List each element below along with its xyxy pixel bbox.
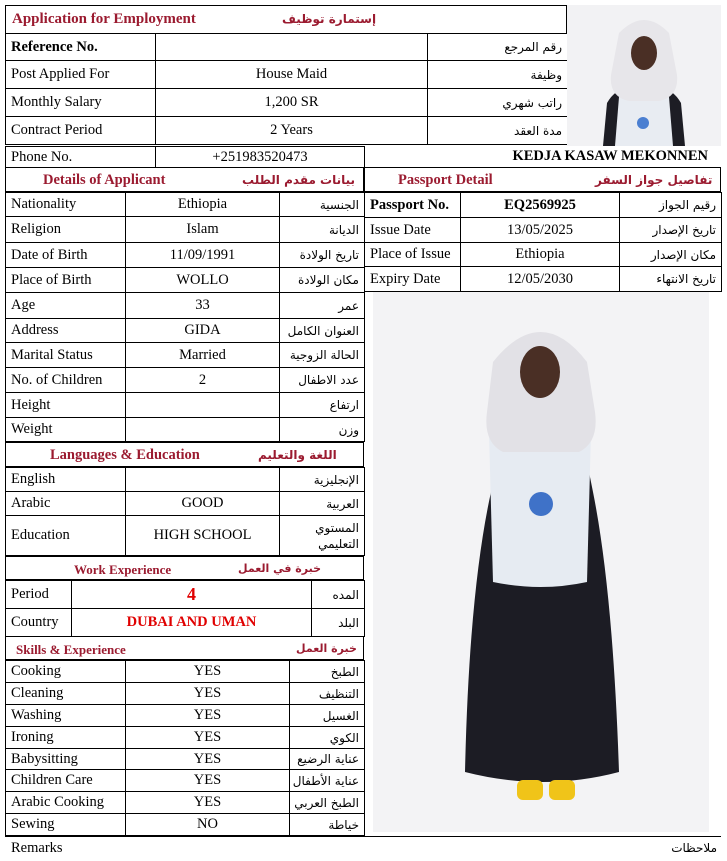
header-title-bar [5,5,567,34]
remarks-row [5,836,721,858]
period-value: 4 [72,581,312,609]
reference-label: Reference No. [6,34,156,61]
country-value: DUBAI AND UMAN [72,609,312,637]
height-value [126,393,280,418]
expiry-value: 12/05/2030 [461,267,620,292]
sewing-label: Sewing [6,814,126,836]
children-care-label-ar: عناية الأطفال [290,770,365,792]
post-label: Post Applied For [6,61,156,89]
reference-value [156,34,428,61]
place-issue-label: Place of Issue [365,243,461,267]
place-issue-label-ar: مكان الإصدار [620,243,722,267]
marital-label-ar: الحالة الزوجية [280,343,365,368]
form-title-ar: إستمارة توظيف [282,12,377,26]
english-label: English [6,468,126,492]
washing-value: YES [126,705,290,727]
ironing-label: Ironing [6,727,126,749]
arabic-cooking-label: Arabic Cooking [6,792,126,814]
skills-section-header [5,636,364,660]
issue-date-label: Issue Date [365,218,461,243]
address-label: Address [6,319,126,343]
salary-label-ar: راتب شهري [428,89,568,117]
religion-label: Religion [6,217,126,243]
education-label: Education [6,516,126,556]
salary-label: Monthly Salary [6,89,156,117]
work-section-header [5,556,364,580]
post-value: House Maid [156,61,428,89]
applicant-name: KEDJA KASAW MEKONNEN [512,148,708,164]
dob-label-ar: تاريخ الولادة [280,243,365,268]
skills-table [5,660,365,836]
cleaning-label: Cleaning [6,683,126,705]
passport-no-value: EQ2569925 [461,193,620,218]
children-label: No. of Children [6,368,126,393]
skills-title-ar: خبرة العمل [296,642,357,655]
contract-label: Contract Period [6,117,156,145]
age-label-ar: عمر [280,293,365,319]
skills-title-en: Skills & Experience [16,642,126,657]
languages-section-header [5,442,364,467]
header-table [5,33,568,145]
applicant-headshot [567,5,721,146]
period-label-ar: المده [312,581,365,609]
place-issue-value: Ethiopia [461,243,620,267]
cooking-value: YES [126,661,290,683]
washing-label-ar: الغسيل [290,705,365,727]
age-value: 33 [126,293,280,319]
weight-label: Weight [6,418,126,442]
address-label-ar: العنوان الكامل [280,319,365,343]
nationality-label-ar: الجنسية [280,193,365,217]
cooking-label: Cooking [6,661,126,683]
babysitting-label: Babysitting [6,749,126,770]
applicant-section-header [5,167,364,192]
education-label-ar: المستوي التعليمي [280,516,365,556]
weight-value [126,418,280,442]
country-label-ar: البلد [312,609,365,637]
english-label-ar: الإنجليزية [280,468,365,492]
work-title-ar: خبرة في العمل [238,562,322,575]
pob-label: Place of Birth [6,268,126,293]
passport-title-ar: تفاصيل جواز السفر [595,173,713,187]
arabic-label: Arabic [6,492,126,516]
children-value: 2 [126,368,280,393]
phone-value: +251983520473 [156,147,365,168]
washing-label: Washing [6,705,126,727]
sewing-label-ar: خياطة [290,814,365,836]
cleaning-value: YES [126,683,290,705]
cooking-label-ar: الطبخ [290,661,365,683]
age-label: Age [6,293,126,319]
arabic-cooking-label-ar: الطبخ العربي [290,792,365,814]
english-value [126,468,280,492]
country-label: Country [6,609,72,637]
height-label: Height [6,393,126,418]
marital-label: Marital Status [6,343,126,368]
pob-value: WOLLO [126,268,280,293]
period-label: Period [6,581,72,609]
passport-no-label-ar: رقيم الجواز [620,193,722,218]
contract-label-ar: مدة العقد [428,117,568,145]
applicant-table [5,192,365,442]
dob-value: 11/09/1991 [126,243,280,268]
weight-label-ar: وزن [280,418,365,442]
children-care-value: YES [126,770,290,792]
education-value: HIGH SCHOOL [126,516,280,556]
arabic-value: GOOD [126,492,280,516]
contract-value: 2 Years [156,117,428,145]
expiry-label-ar: تاريخ الانتهاء [620,267,722,292]
salary-value: 1,200 SR [156,89,428,117]
nationality-label: Nationality [6,193,126,217]
ironing-value: YES [126,727,290,749]
babysitting-label-ar: عناية الرضيع [290,749,365,770]
children-label-ar: عدد الاطفال [280,368,365,393]
height-label-ar: ارتفاع [280,393,365,418]
passport-table [364,192,722,292]
work-table [5,580,365,637]
passport-section-header [364,167,721,192]
issue-date-label-ar: تاريخ الإصدار [620,218,722,243]
arabic-cooking-value: YES [126,792,290,814]
languages-title-en: Languages & Education [50,447,200,463]
passport-title-en: Passport Detail [398,172,493,188]
remarks-label: Remarks [11,840,63,856]
babysitting-value: YES [126,749,290,770]
applicant-full-body-photo [373,292,709,832]
pob-label-ar: مكان الولادة [280,268,365,293]
address-value: GIDA [126,319,280,343]
reference-label-ar: رقم المرجع [428,34,568,61]
applicant-title-ar: بيانات مقدم الطلب [242,173,356,187]
religion-value: Islam [126,217,280,243]
applicant-title-en: Details of Applicant [43,172,166,188]
cleaning-label-ar: التنظيف [290,683,365,705]
marital-value: Married [126,343,280,368]
remarks-label-ar: ملاحظات [671,841,717,855]
work-title-en: Work Experience [74,562,172,577]
issue-date-value: 13/05/2025 [461,218,620,243]
headshot-figure [567,5,721,146]
languages-table [5,467,365,556]
sewing-value: NO [126,814,290,836]
phone-row [5,146,365,168]
full-body-figure [373,292,709,832]
expiry-label: Expiry Date [365,267,461,292]
post-label-ar: وظيفة [428,61,568,89]
phone-label: Phone No. [6,147,156,168]
passport-no-label: Passport No. [365,193,461,218]
ironing-label-ar: الكوي [290,727,365,749]
religion-label-ar: الديانة [280,217,365,243]
children-care-label: Children Care [6,770,126,792]
arabic-label-ar: العربية [280,492,365,516]
languages-title-ar: اللغة والتعليم [258,448,337,462]
dob-label: Date of Birth [6,243,126,268]
form-title-en: Application for Employment [12,11,196,27]
nationality-value: Ethiopia [126,193,280,217]
